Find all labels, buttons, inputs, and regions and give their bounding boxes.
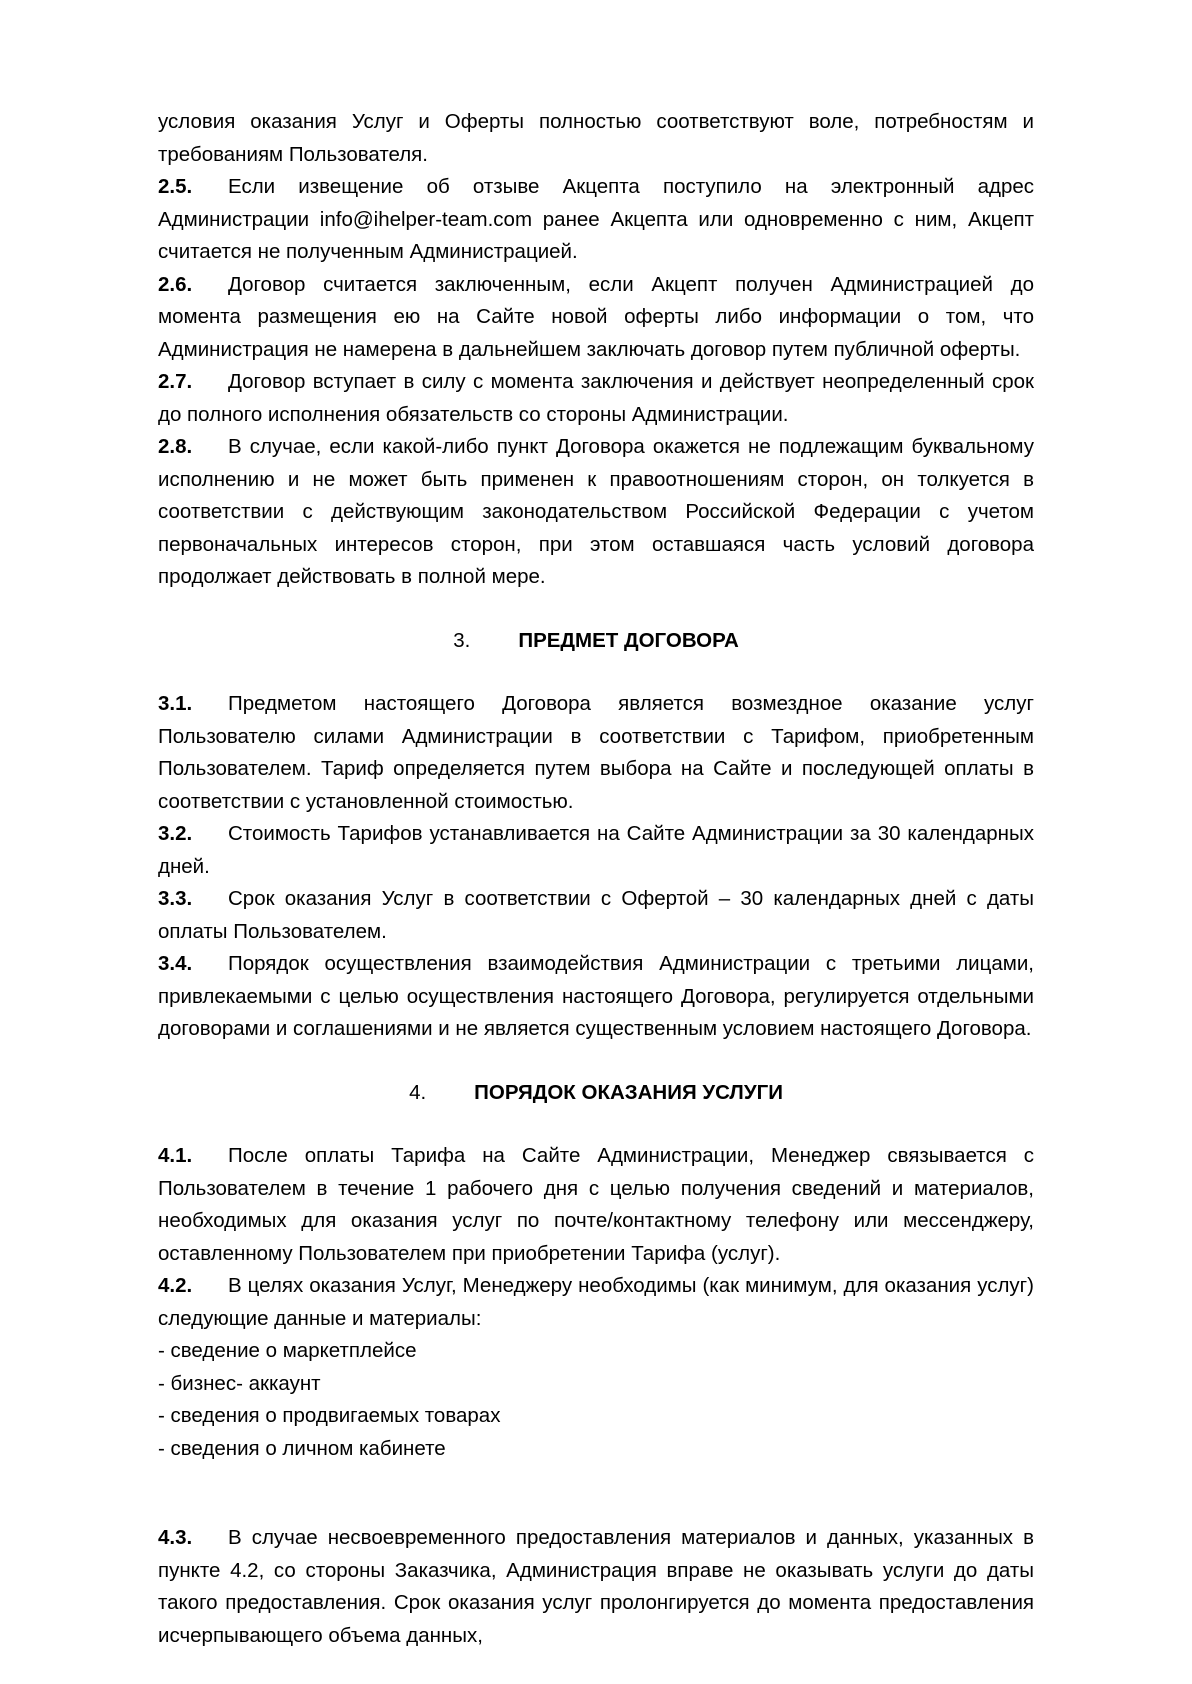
contract-item-2-7 [158,366,1034,431]
item-text-2-6: Договор считается заключенным, если Акцепт получен Администрацией до момента размещения ею на Сайте новой оферты либо информации о том, что Администрация не намерена в дальнейшем заключать договор путем публичной оферты. [158,272,1034,361]
contract-item-4-2 [158,1270,1034,1335]
item-text-4-2: В целях оказания Услуг, Менеджеру необходимы (как минимум, для оказания услуг) следующие данные и материалы: [158,1274,1034,1330]
contract-item-4-1 [158,1140,1034,1270]
item-text-3-2: Стоимость Тарифов устанавливается на Сайте Администрации за 30 календарных дней. [158,822,1034,878]
item-text-2-7: Договор вступает в силу с момента заключения и действует неопределенный срок до полного исполнения обязательств со стороны Администрации. [158,370,1034,426]
requirement-personal-cabinet: - сведения о личном кабинете [158,1436,446,1460]
item-number-2-5: 2.5. [158,175,193,198]
item-number-4-2: 4.2. [158,1274,193,1297]
contract-item-4-3 [158,1522,1034,1652]
contract-item-2-8 [158,431,1034,594]
item-number-2-7: 2.7. [158,370,193,393]
item-number-2-8: 2.8. [158,435,193,458]
requirement-promoted-goods: - сведения о продвигаемых товарах [158,1404,501,1427]
section-3-title: ПРЕДМЕТ ДОГОВОРА [518,628,739,652]
contract-item-3-2 [158,818,1034,883]
item-number-3-3: 3.3. [158,887,193,910]
requirement-marketplace: - сведение о маркетплейсе [158,1339,417,1362]
item-text-2-8: В случае, если какой-либо пункт Договора окажется не подлежащим буквальному исполнению и не может быть применен к правоотношениям сторон, он толкуется в соответствии с действующим законодательством Российской Федерации с учетом первоначальных интересов сторон, при этом оставшаяся часть условий договора продолжает действовать в полной мере. [158,435,1034,588]
contract-item-2-6 [158,269,1034,367]
item-text-3-4: Порядок осуществления взаимодействия Администрации с третьими лицами, привлекаемыми с целью осуществления настоящего Договора, регулируется отдельными договорами и соглашениями и не является существенным условием настоящего Договора. [158,952,1034,1040]
item-text-2-5: Если извещение об отзыве Акцепта поступило на электронный адрес Администрации info@ihelper-team.com ранее Акцепта или одновременно с ним, Акцепт считается не полученным Администрацией. [158,175,1034,263]
requirement-business-account: - бизнес- аккаунт [158,1371,321,1395]
contract-item-3-3 [158,883,1034,948]
item-text-3-3: Срок оказания Услуг в соответствии с Офертой – 30 календарных дней с даты оплаты Пользователем. [158,887,1034,943]
item-number-4-1: 4.1. [158,1144,193,1167]
contract-item-3-4 [158,948,1034,1046]
item-text-4-3: В случае несвоевременного предоставления материалов и данных, указанных в пункте 4.2, со стороны Заказчика, Администрация вправе не оказывать услуги до даты такого предоставления. Срок оказания услуг пролонгируется до момента предоставления исчерпывающего объема данных, [158,1526,1034,1647]
section-4-title: ПОРЯДОК ОКАЗАНИЯ УСЛУГИ [474,1080,783,1104]
contract-item-3-1 [158,688,1034,818]
item-number-3-4: 3.4. [158,952,193,975]
section-4-heading [158,1077,1034,1110]
item-number-3-1: 3.1. [158,692,193,715]
section-3-number: 3. [453,628,471,652]
item-number-2-6: 2.6. [158,272,193,296]
item-number-3-2: 3.2. [158,822,193,845]
contract-paragraph-continuation: условия оказания Услуг и Оферты полностью соответствуют воле, потребностям и требованиям Пользователя. [158,110,1034,166]
item-text-4-1: После оплаты Тарифа на Сайте Администрации, Менеджер связывается с Пользователем в течение 1 рабочего дня с целью получения сведений и материалов, необходимых для оказания услуг по почте/контактному телефону или мессенджеру, оставленному Пользователем при приобретении Тарифа (услуг). [158,1144,1034,1265]
item-text-3-1: Предметом настоящего Договора является возмездное оказание услуг Пользователю силами Администрации в соответствии с Тарифом, приобретенным Пользователем. Тариф определяется путем выбора на Сайте и последующей оплаты в соответствии с установленной стоимостью. [158,692,1034,813]
section-3-heading [158,625,1034,658]
contract-item-2-5 [158,171,1034,269]
section-4-number: 4. [409,1080,427,1104]
item-number-4-3: 4.3. [158,1526,193,1549]
